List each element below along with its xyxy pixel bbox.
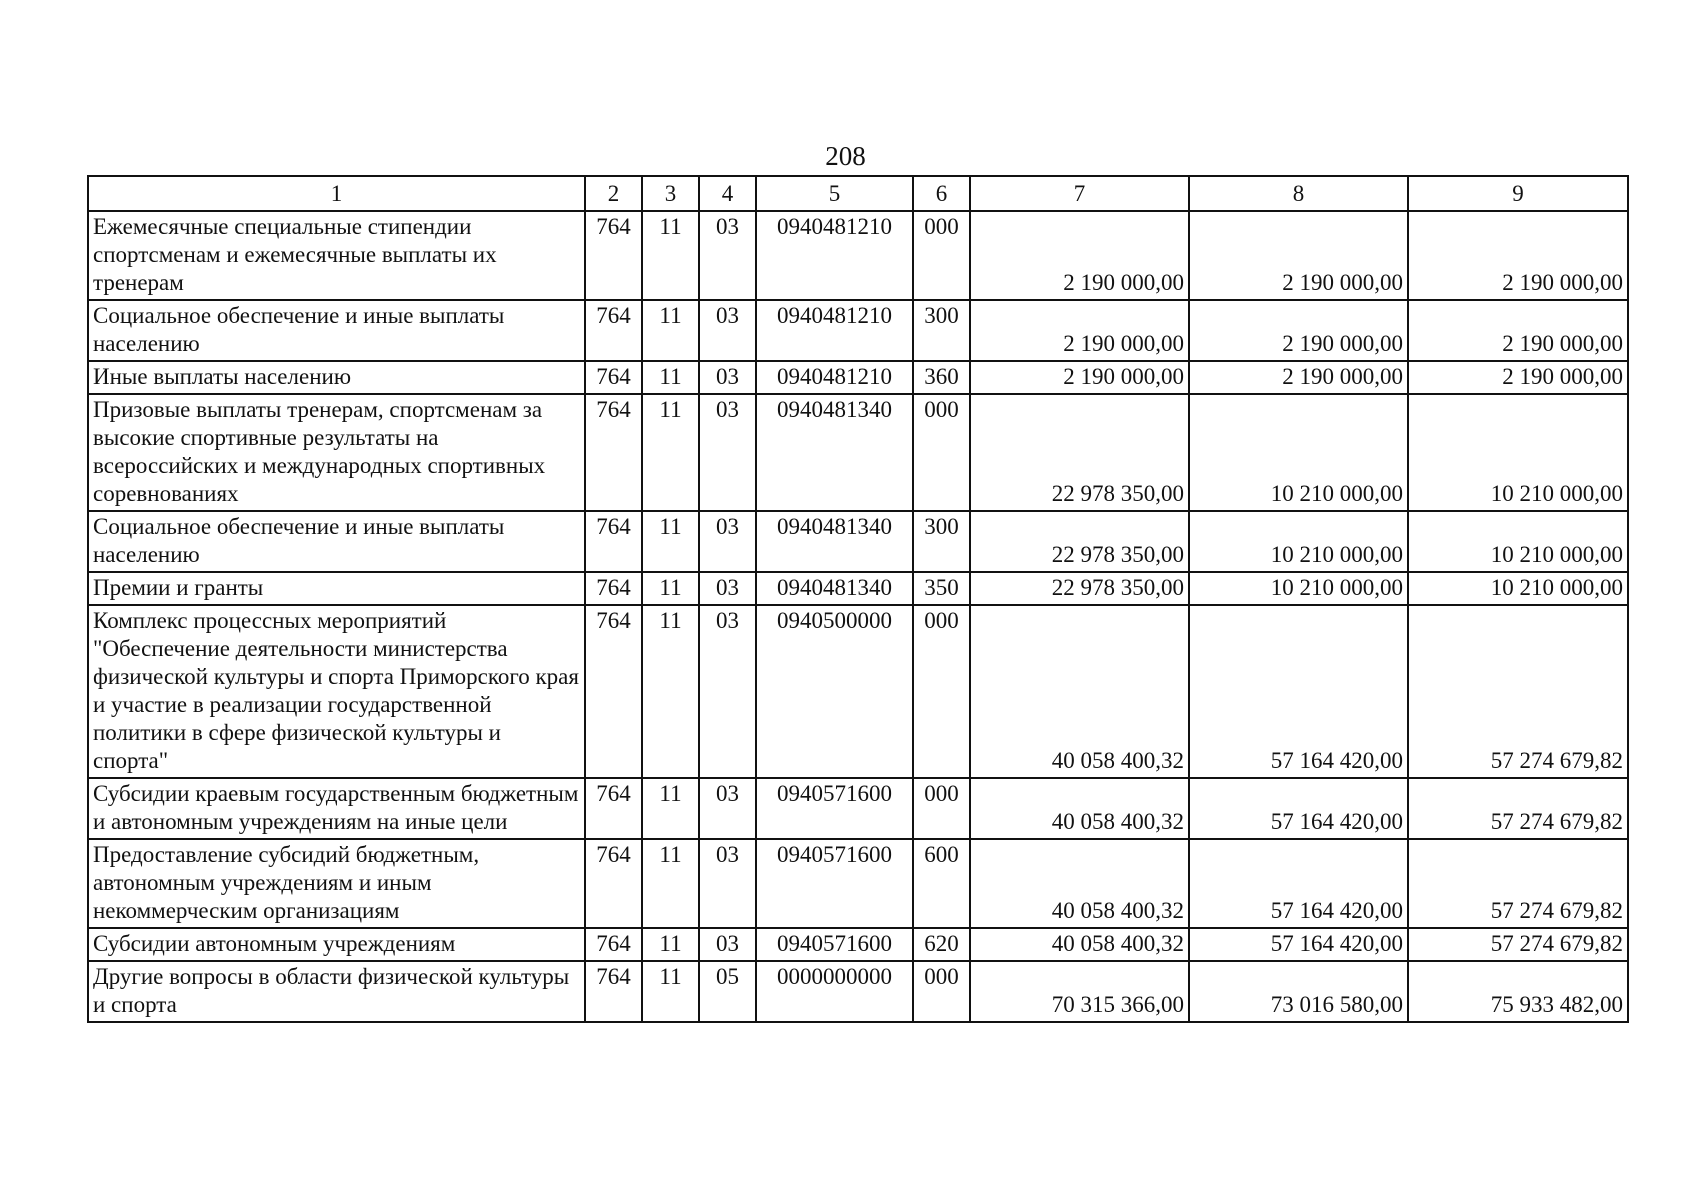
- amount-col-7: 40 058 400,32: [970, 778, 1189, 839]
- subsection-code: 03: [699, 605, 756, 778]
- amount-col-7: 40 058 400,32: [970, 839, 1189, 928]
- column-header-9: 9: [1408, 176, 1628, 211]
- target-article-code: 0940481210: [756, 300, 913, 361]
- amount-col-8: 2 190 000,00: [1189, 361, 1408, 394]
- amount-col-9: 57 274 679,82: [1408, 605, 1628, 778]
- row-name: Комплекс процессных мероприятий "Обеспечение деятельности министерства физической культуры и спорта Приморского края и участие в реализации государственной политики в сфере физической культуры и спорта": [88, 605, 585, 778]
- expense-type-code: 000: [913, 778, 970, 839]
- subsection-code: 05: [699, 961, 756, 1022]
- column-header-3: 3: [642, 176, 699, 211]
- ministry-code: 764: [585, 300, 642, 361]
- amount-col-8: 57 164 420,00: [1189, 778, 1408, 839]
- amount-col-8: 57 164 420,00: [1189, 839, 1408, 928]
- amount-col-7: 2 190 000,00: [970, 361, 1189, 394]
- expense-type-code: 000: [913, 394, 970, 511]
- table-row: [88, 961, 1628, 1022]
- row-name: Другие вопросы в области физической культуры и спорта: [88, 961, 585, 1022]
- expense-type-code: 360: [913, 361, 970, 394]
- row-name: Ежемесячные специальные стипендии спортсменам и ежемесячные выплаты их тренерам: [88, 211, 585, 300]
- target-article-code: 0940481210: [756, 211, 913, 300]
- amount-col-9: 57 274 679,82: [1408, 928, 1628, 961]
- expense-type-code: 620: [913, 928, 970, 961]
- section-code: 11: [642, 394, 699, 511]
- row-name: Предоставление субсидий бюджетным, автономным учреждениям и иным некоммерческим организациям: [88, 839, 585, 928]
- ministry-code: 764: [585, 605, 642, 778]
- column-header-5: 5: [756, 176, 913, 211]
- ministry-code: 764: [585, 511, 642, 572]
- ministry-code: 764: [585, 839, 642, 928]
- section-code: 11: [642, 605, 699, 778]
- expense-type-code: 600: [913, 839, 970, 928]
- row-name: Призовые выплаты тренерам, спортсменам за высокие спортивные результаты на всероссийских и международных спортивных соревнованиях: [88, 394, 585, 511]
- expense-type-code: 300: [913, 300, 970, 361]
- table-row: [88, 300, 1628, 361]
- table-row: [88, 211, 1628, 300]
- row-name: Иные выплаты населению: [88, 361, 585, 394]
- target-article-code: 0940571600: [756, 928, 913, 961]
- expense-type-code: 000: [913, 605, 970, 778]
- amount-col-7: 40 058 400,32: [970, 605, 1189, 778]
- table-row: [88, 778, 1628, 839]
- expense-type-code: 350: [913, 572, 970, 605]
- section-code: 11: [642, 572, 699, 605]
- header-row: [88, 176, 1628, 211]
- table-row: [88, 928, 1628, 961]
- amount-col-9: 10 210 000,00: [1408, 394, 1628, 511]
- ministry-code: 764: [585, 961, 642, 1022]
- ministry-code: 764: [585, 211, 642, 300]
- subsection-code: 03: [699, 778, 756, 839]
- amount-col-9: 57 274 679,82: [1408, 839, 1628, 928]
- amount-col-9: 2 190 000,00: [1408, 300, 1628, 361]
- table-row: [88, 361, 1628, 394]
- subsection-code: 03: [699, 211, 756, 300]
- subsection-code: 03: [699, 394, 756, 511]
- amount-col-7: 22 978 350,00: [970, 572, 1189, 605]
- table-row: [88, 605, 1628, 778]
- expense-type-code: 000: [913, 211, 970, 300]
- page-number: 208: [825, 141, 866, 171]
- target-article-code: 0940481340: [756, 572, 913, 605]
- table-row: [88, 394, 1628, 511]
- amount-col-8: 10 210 000,00: [1189, 572, 1408, 605]
- target-article-code: 0940481340: [756, 394, 913, 511]
- column-header-4: 4: [699, 176, 756, 211]
- amount-col-7: 22 978 350,00: [970, 511, 1189, 572]
- column-header-2: 2: [585, 176, 642, 211]
- amount-col-7: 2 190 000,00: [970, 300, 1189, 361]
- subsection-code: 03: [699, 511, 756, 572]
- table-row: [88, 839, 1628, 928]
- amount-col-9: 2 190 000,00: [1408, 361, 1628, 394]
- amount-col-9: 75 933 482,00: [1408, 961, 1628, 1022]
- amount-col-9: 2 190 000,00: [1408, 211, 1628, 300]
- subsection-code: 03: [699, 928, 756, 961]
- table-row: [88, 511, 1628, 572]
- section-code: 11: [642, 961, 699, 1022]
- table-row: [88, 572, 1628, 605]
- target-article-code: 0940571600: [756, 839, 913, 928]
- ministry-code: 764: [585, 361, 642, 394]
- amount-col-9: 10 210 000,00: [1408, 511, 1628, 572]
- amount-col-8: 2 190 000,00: [1189, 300, 1408, 361]
- section-code: 11: [642, 928, 699, 961]
- subsection-code: 03: [699, 300, 756, 361]
- ministry-code: 764: [585, 778, 642, 839]
- row-name: Социальное обеспечение и иные выплаты населению: [88, 300, 585, 361]
- subsection-code: 03: [699, 839, 756, 928]
- section-code: 11: [642, 778, 699, 839]
- section-code: 11: [642, 300, 699, 361]
- row-name: Субсидии краевым государственным бюджетным и автономным учреждениям на иные цели: [88, 778, 585, 839]
- expense-type-code: 000: [913, 961, 970, 1022]
- amount-col-7: 22 978 350,00: [970, 394, 1189, 511]
- row-name: Социальное обеспечение и иные выплаты населению: [88, 511, 585, 572]
- ministry-code: 764: [585, 572, 642, 605]
- amount-col-8: 57 164 420,00: [1189, 928, 1408, 961]
- column-header-1: 1: [88, 176, 585, 211]
- amount-col-8: 57 164 420,00: [1189, 605, 1408, 778]
- row-name: Премии и гранты: [88, 572, 585, 605]
- section-code: 11: [642, 839, 699, 928]
- target-article-code: 0940481340: [756, 511, 913, 572]
- target-article-code: 0940571600: [756, 778, 913, 839]
- target-article-code: 0940500000: [756, 605, 913, 778]
- amount-col-8: 10 210 000,00: [1189, 394, 1408, 511]
- amount-col-7: 70 315 366,00: [970, 961, 1189, 1022]
- section-code: 11: [642, 361, 699, 394]
- amount-col-8: 2 190 000,00: [1189, 211, 1408, 300]
- amount-col-7: 40 058 400,32: [970, 928, 1189, 961]
- ministry-code: 764: [585, 394, 642, 511]
- amount-col-9: 57 274 679,82: [1408, 778, 1628, 839]
- expense-type-code: 300: [913, 511, 970, 572]
- section-code: 11: [642, 211, 699, 300]
- amount-col-8: 10 210 000,00: [1189, 511, 1408, 572]
- subsection-code: 03: [699, 572, 756, 605]
- subsection-code: 03: [699, 361, 756, 394]
- ministry-code: 764: [585, 928, 642, 961]
- row-name: Субсидии автономным учреждениям: [88, 928, 585, 961]
- column-header-7: 7: [970, 176, 1189, 211]
- column-header-8: 8: [1189, 176, 1408, 211]
- amount-col-8: 73 016 580,00: [1189, 961, 1408, 1022]
- section-code: 11: [642, 511, 699, 572]
- column-header-6: 6: [913, 176, 970, 211]
- amount-col-7: 2 190 000,00: [970, 211, 1189, 300]
- budget-table: [87, 175, 1629, 1023]
- amount-col-9: 10 210 000,00: [1408, 572, 1628, 605]
- target-article-code: 0940481210: [756, 361, 913, 394]
- target-article-code: 0000000000: [756, 961, 913, 1022]
